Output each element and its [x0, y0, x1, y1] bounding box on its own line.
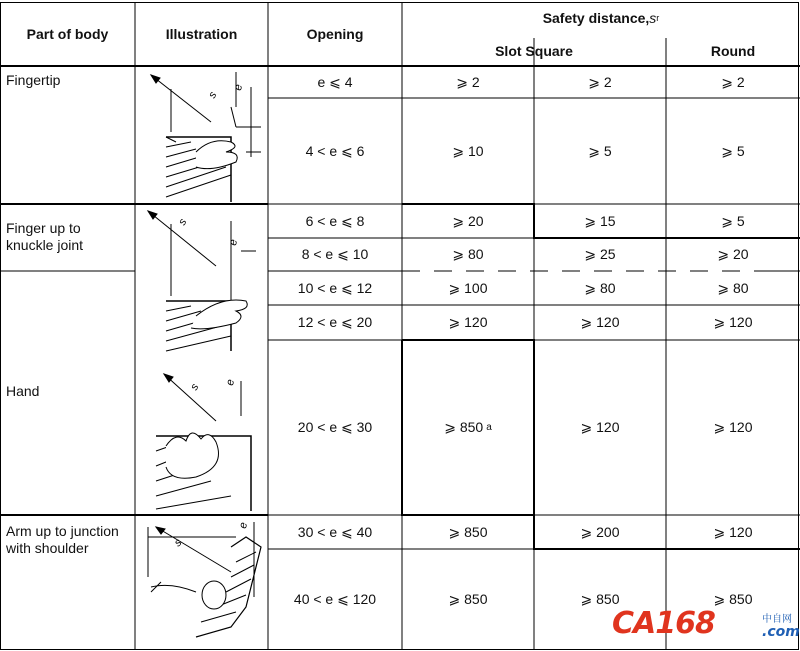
- cell-round: ⩾ 20: [717, 246, 749, 262]
- header-illustration: Illustration: [165, 26, 238, 42]
- arm-illustration: [136, 517, 267, 649]
- cell-slot: ⩾ 100: [448, 279, 488, 296]
- cell-square: ⩾ 120: [580, 314, 620, 330]
- cell-opening: 6 < e ⩽ 8: [305, 212, 365, 229]
- cell-round: ⩾ 120: [713, 419, 753, 435]
- part-hand: Hand: [6, 383, 40, 399]
- header-part-of-body: Part of body: [26, 26, 109, 42]
- cell-square: ⩾ 5: [588, 142, 612, 159]
- cell-opening: 10 < e ⩽ 12: [297, 279, 373, 296]
- cell-opening: 8 < e ⩽ 10: [301, 246, 369, 262]
- cell-square: ⩾ 850: [580, 591, 620, 607]
- cell-round: ⩾ 5: [721, 212, 745, 229]
- svg-text:s: s: [172, 536, 185, 550]
- cell-square: ⩾ 25: [584, 246, 616, 262]
- cell-opening: 30 < e ⩽ 40: [297, 523, 373, 540]
- cell-round: ⩾ 5: [721, 142, 745, 159]
- cell-square: ⩾ 120: [580, 419, 620, 435]
- header-safety-distance: Safety distance, s r: [542, 10, 660, 26]
- cell-slot: ⩾ 850: [448, 591, 488, 607]
- cell-round: ⩾ 120: [713, 314, 753, 330]
- cell-slot: ⩾ 120: [448, 314, 488, 330]
- footnote-marker: a: [486, 422, 492, 433]
- cell-square: ⩾ 15: [584, 212, 616, 229]
- part-finger-knuckle: Finger up to knuckle joint: [6, 220, 84, 253]
- header-slot-square: Slot Square: [495, 43, 573, 59]
- cell-square: ⩾ 200: [580, 523, 620, 540]
- cell-round: ⩾ 2: [721, 73, 745, 90]
- header-round: Round: [710, 43, 756, 59]
- cell-slot: ⩾ 10: [452, 142, 484, 159]
- cell-slot: ⩾ 20: [452, 212, 484, 229]
- cell-slot: ⩾ 850 a: [444, 419, 492, 435]
- cell-round: ⩾ 120: [713, 523, 753, 540]
- cell-opening: 4 < e ⩽ 6: [305, 142, 365, 159]
- cell-slot: ⩾ 80: [452, 246, 484, 262]
- label-s: s: [206, 89, 220, 101]
- header-opening: Opening: [306, 26, 364, 42]
- part-arm: Arm up to junction with shoulder: [6, 523, 119, 556]
- cell-slot: ⩾ 850: [448, 523, 488, 540]
- fingertip-illustration: [136, 67, 267, 203]
- cell-opening: e ⩽ 4: [317, 73, 353, 90]
- cell-opening: 40 < e ⩽ 120: [293, 591, 377, 607]
- svg-text:s: s: [176, 216, 190, 228]
- finger-hand-illustration: [136, 206, 267, 514]
- cell-opening: 20 < e ⩽ 30: [297, 419, 373, 435]
- svg-text:e: e: [227, 238, 241, 247]
- svg-text:e: e: [237, 521, 251, 530]
- svg-text:e: e: [224, 378, 238, 387]
- part-fingertip: Fingertip: [6, 72, 61, 88]
- cell-opening: 12 < e ⩽ 20: [297, 314, 373, 330]
- svg-text:s: s: [188, 381, 202, 393]
- cell-round: ⩾ 850: [713, 591, 753, 607]
- label-e: e: [232, 83, 246, 92]
- cell-square: ⩾ 80: [584, 279, 616, 296]
- cell-slot: ⩾ 2: [456, 73, 480, 90]
- cell-square: ⩾ 2: [588, 73, 612, 90]
- watermark-logo: CA168 中自网 .com: [612, 606, 800, 641]
- cell-round: ⩾ 80: [717, 279, 749, 296]
